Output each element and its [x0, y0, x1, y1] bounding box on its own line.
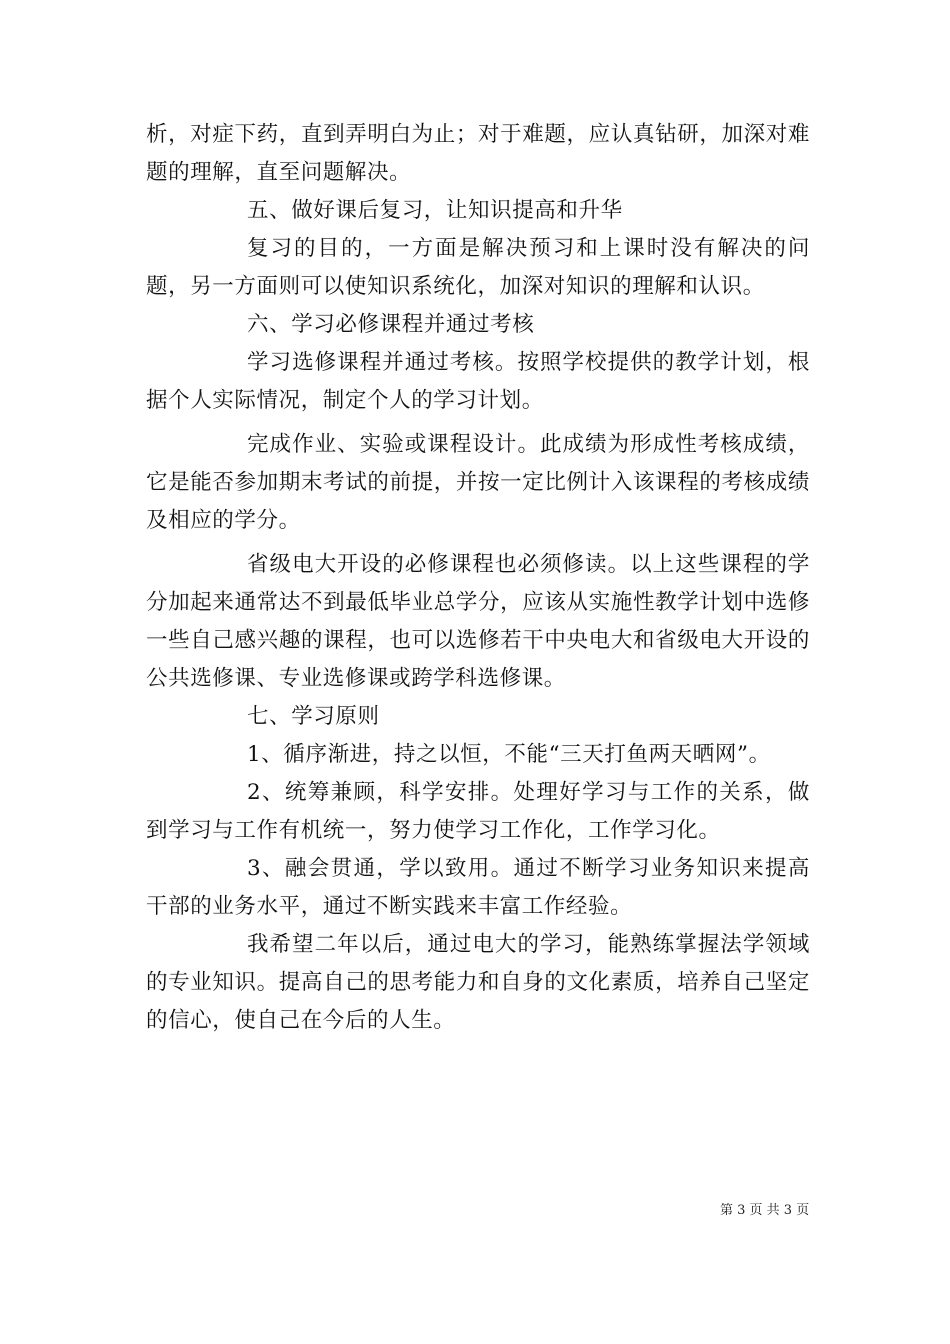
document-body	[146, 116, 810, 1040]
paragraph-elective: 学习选修课程并通过考核。按照学校提供的教学计划，根据个人实际情况，制定个人的学习计划。	[146, 350, 810, 413]
paragraph-conclusion: 我希望二年以后，通过电大的学习，能熟练掌握法学领域的专业知识。提高自己的思考能力和自身的文化素质，培养自己坚定的信心，使自己在今后的人生。	[146, 932, 810, 1033]
principle-item-1: 1、循序渐进，持之以恒，不能“三天打鱼两天晒网”。	[247, 742, 771, 767]
section-heading-6: 六、学习必修课程并通过考核	[247, 312, 535, 337]
section-heading-7: 七、学习原则	[247, 704, 380, 729]
paragraph-required-courses: 省级电大开设的必修课程也必须修读。以上这些课程的学分加起来通常达不到最低毕业总学分，应该从实施性教学计划中选修一些自己感兴趣的课程，也可以选修若干中央电大和省级电大开设的公共选修课、专业选修课或跨学科选修课。	[146, 552, 810, 691]
paragraph-review: 复习的目的，一方面是解决预习和上课时没有解决的问题，另一方面则可以使知识系统化，加深对知识的理解和认识。	[146, 236, 810, 299]
page-number-footer: 第 3 页 共 3 页	[720, 1203, 810, 1218]
paragraph-continuation: 析，对症下药，直到弄明白为止；对于难题，应认真钻研，加深对难题的理解，直至问题解决。	[146, 122, 810, 185]
principle-item-2: 2、统筹兼顾，科学安排。处理好学习与工作的关系，做到学习与工作有机统一，努力使学习工作化，工作学习化。	[146, 780, 810, 843]
principle-item-3: 3、融会贯通，学以致用。通过不断学习业务知识来提高干部的业务水平，通过不断实践来丰富工作经验。	[146, 856, 810, 919]
paragraph-assignments: 完成作业、实验或课程设计。此成绩为形成性考核成绩，它是能否参加期末考试的前提，并按一定比例计入该课程的考核成绩及相应的学分。	[146, 432, 810, 533]
section-heading-5: 五、做好课后复习，让知识提高和升华	[247, 198, 623, 223]
